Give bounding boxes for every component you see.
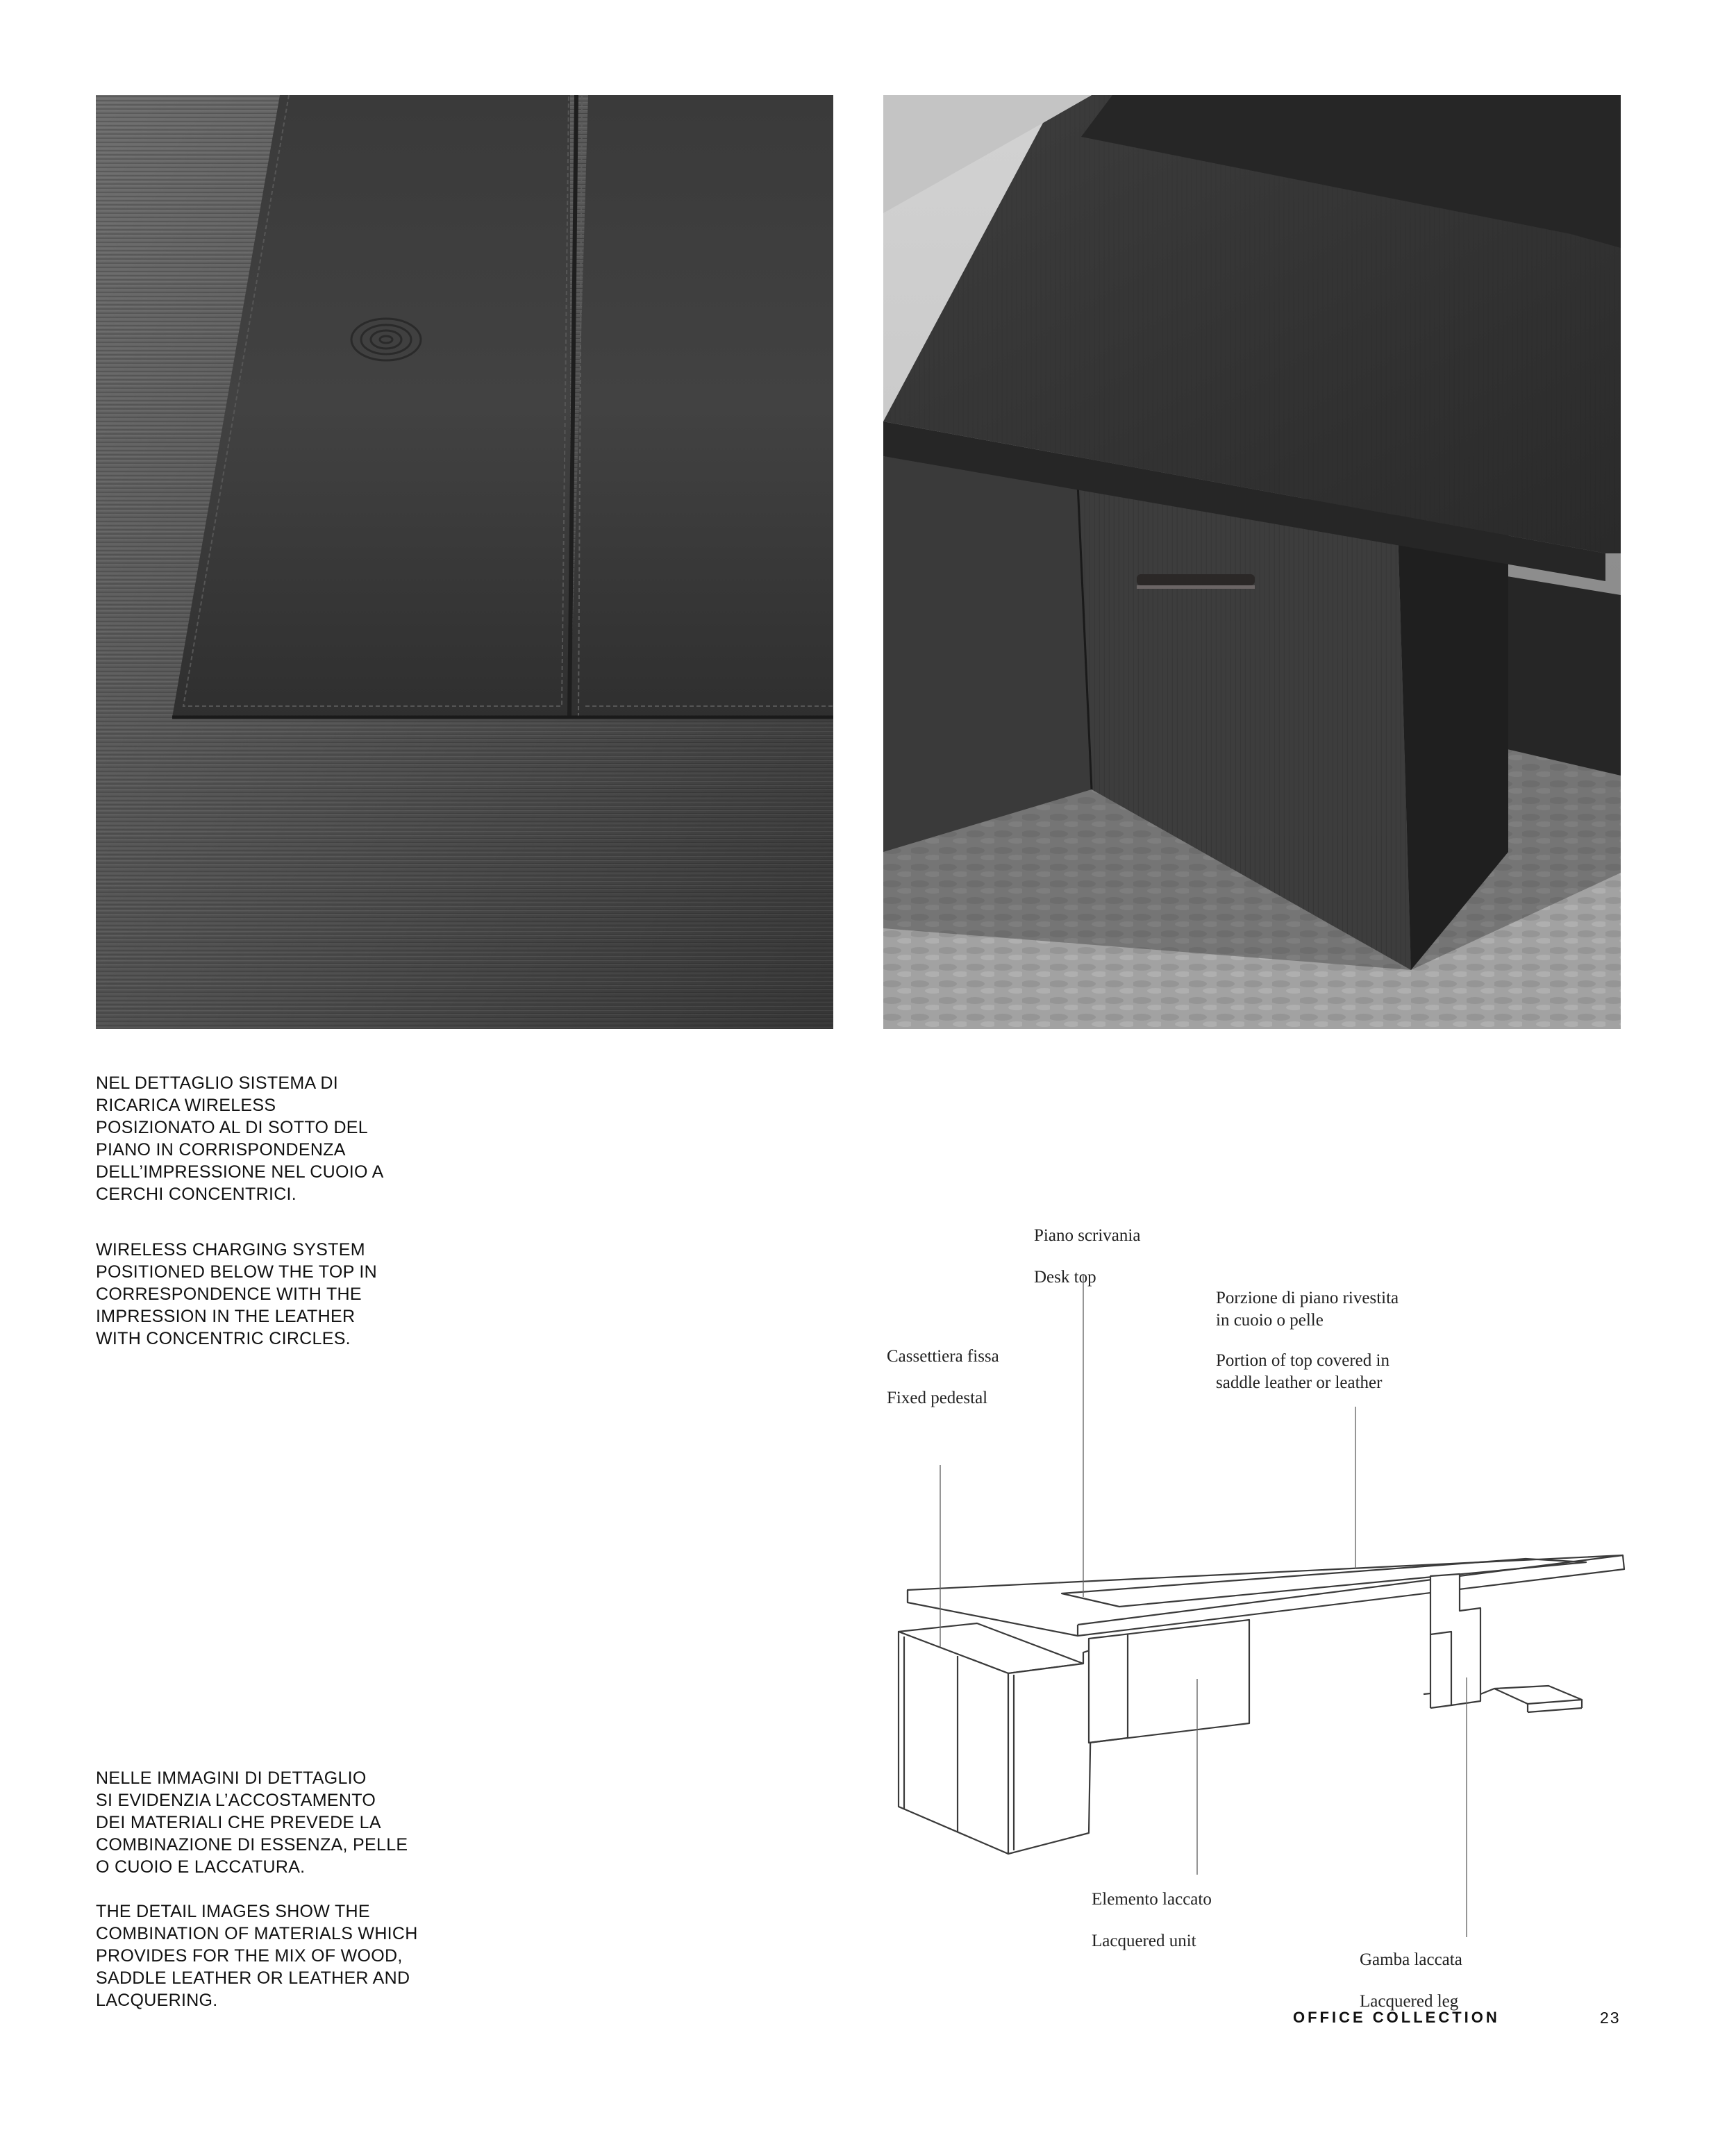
label-lacquered-leg-en: Lacquered leg [1360,1992,1459,2011]
label-leather-top-en: Portion of top covered in saddle leather or leather [1216,1351,1389,1392]
label-lacquered-unit-en: Lacquered unit [1092,1932,1196,1950]
materials-text-en: THE DETAIL IMAGES SHOW THE COMBINATION OF MATERIALS WHICH PROVIDES FOR THE MIX OF WOOD, SADDLE LEATHER OR LEATHER AND LACQUERING. [96,1902,418,2010]
desk-pedestal-image [883,95,1621,1029]
pedestal-left-front [883,456,1092,852]
leather-insert-image [96,95,833,1029]
wireless-charging-text-it: NEL DETTAGLIO SISTEMA DI RICARICA WIRELESS POSIZIONATO AL DI SOTTO DEL PIANO IN CORRISPONDENZA DELL’IMPRESSIONE NEL CUOIO A CERCHI CONCENTRICI. [96,1073,384,1204]
photo-leather-insert-detail [96,95,833,1029]
drawing-leg-foot [1494,1686,1582,1704]
desk-line-drawing [883,1222,1633,2000]
drawing-lacquered-leg [1430,1574,1480,1705]
drawer-handle [1137,574,1255,585]
label-pedestal-en: Fixed pedestal [887,1389,988,1407]
photo-desk-pedestal [883,95,1621,1029]
label-leather-top-it: Porzione di piano rivestita in cuoio o pelle [1216,1289,1399,1330]
page-number: 23 [1600,2009,1621,2027]
wireless-charging-text-en: WIRELESS CHARGING SYSTEM POSITIONED BELOW THE TOP IN CORRESPONDENCE WITH THE IMPRESSION IN THE LEATHER WITH CONCENTRIC CIRCLES. [96,1240,377,1348]
label-lacquered-leg-it: Gamba laccata [1360,1950,1462,1969]
footer-collection-title: OFFICE COLLECTION [1293,2009,1500,2026]
drawing-desk-top [908,1555,1624,1636]
leather-panel-right [570,95,833,717]
label-desk-top-it: Piano scrivania [1034,1226,1141,1245]
drawing-lacquered-unit [1089,1620,1249,1743]
label-desk-top-en: Desk top [1034,1268,1096,1287]
label-lacquered-unit-it: Elemento laccato [1092,1890,1212,1909]
label-pedestal-it: Cassettiera fissa [887,1347,999,1366]
materials-text-it: NELLE IMMAGINI DI DETTAGLIO SI EVIDENZIA L’ACCOSTAMENTO DEI MATERIALI CHE PREVEDE LA COMBINAZIONE DI ESSENZA, PELLE O CUOIO E LACCATURA. [96,1768,408,1877]
